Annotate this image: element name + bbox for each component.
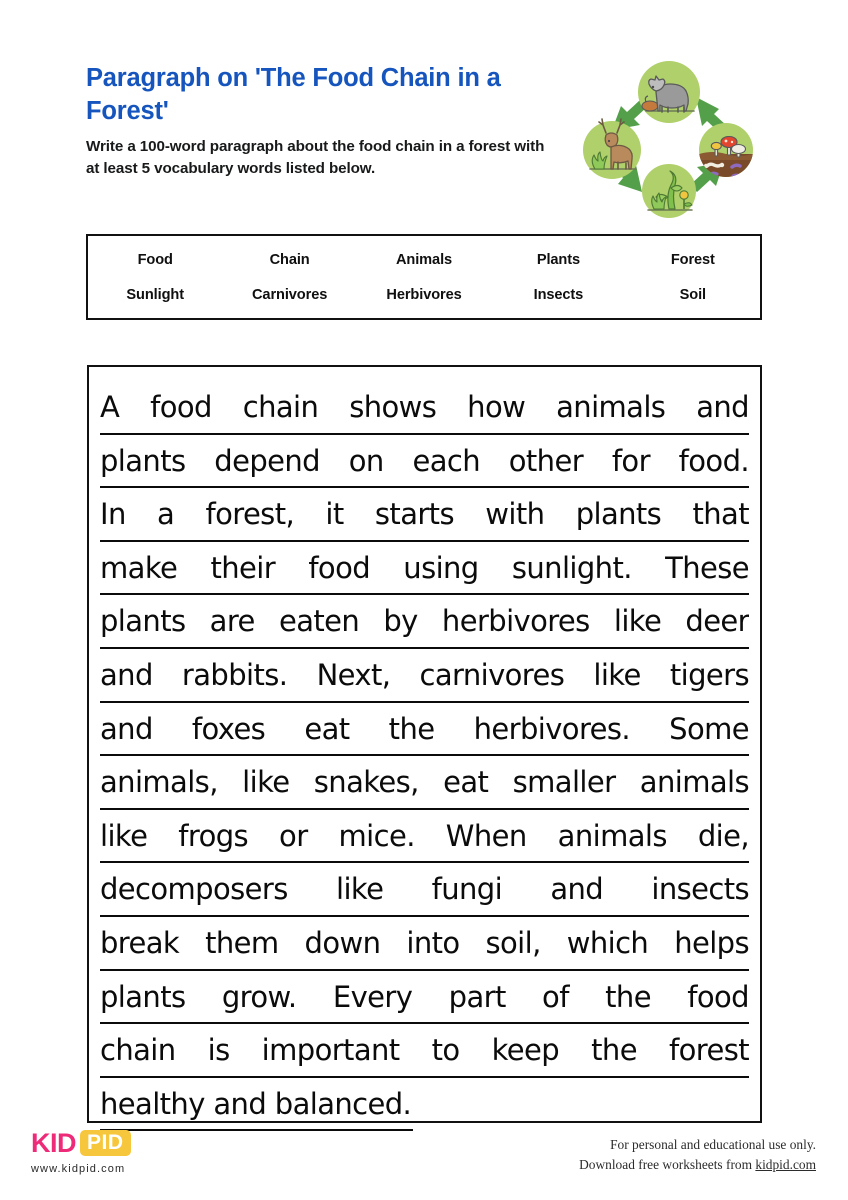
logo-pid-badge: PID — [80, 1130, 131, 1156]
footer-notice-line-1: For personal and educational use only. — [610, 1137, 816, 1152]
footer-notice-line-2 — [579, 1155, 816, 1175]
answer-line: animals, like snakes, eat smaller animals — [100, 756, 749, 810]
answer-line: decomposers like fungi and insects — [100, 863, 749, 917]
vocabulary-word: Forest — [670, 251, 715, 268]
answer-line: healthy and balanced. — [100, 1078, 413, 1132]
header-text-block — [86, 62, 561, 179]
answer-line: chain is important to keep the forest — [100, 1024, 749, 1078]
vocabulary-row-1 — [88, 252, 760, 268]
answer-line: In a forest, it starts with plants that — [100, 488, 749, 542]
vocabulary-word: Sunlight — [126, 286, 184, 303]
answer-line: and rabbits. Next, carnivores like tigers — [100, 649, 749, 703]
kidpid-logo — [31, 1128, 131, 1175]
kidpid-website-link[interactable]: kidpid.com — [755, 1156, 816, 1172]
worksheet-header — [86, 62, 762, 222]
page-footer — [0, 1128, 848, 1190]
answer-line: plants grow. Every part of the food — [100, 971, 749, 1025]
kidpid-wordmark — [31, 1128, 131, 1158]
herbivore-deer-node — [583, 119, 641, 179]
plants-producers-node — [642, 164, 696, 218]
footer-notice-prefix: Download free worksheets from — [579, 1156, 756, 1172]
footer-usage-notice — [579, 1135, 816, 1175]
answer-line: A food chain shows how animals and — [100, 381, 749, 435]
vocabulary-word: Herbivores — [386, 286, 462, 303]
vocabulary-word: Chain — [269, 251, 310, 268]
vocabulary-row-2 — [88, 287, 760, 303]
answer-line: like frogs or mice. When animals die, — [100, 810, 749, 864]
vocabulary-word: Plants — [536, 251, 581, 268]
vocabulary-word: Soil — [679, 286, 706, 303]
vocabulary-word-bank — [86, 234, 762, 320]
carnivore-wolf-node — [638, 61, 700, 123]
logo-website-url: www.kidpid.com — [31, 1163, 126, 1175]
paragraph-answer-area[interactable] — [87, 365, 762, 1123]
answer-line: make their food using sunlight. These — [100, 542, 749, 596]
vocabulary-word: Carnivores — [251, 286, 328, 303]
vocabulary-word: Insects — [533, 286, 584, 303]
answer-line: plants depend on each other for food. — [100, 435, 749, 489]
answer-line: plants are eaten by herbivores like deer — [100, 595, 749, 649]
answer-line: and foxes eat the herbivores. Some — [100, 703, 749, 757]
food-chain-cycle-illustration — [576, 57, 762, 225]
logo-kid-text: KID — [31, 1127, 76, 1158]
vocabulary-word: Food — [137, 251, 173, 268]
page-title: Paragraph on 'The Food Chain in a Forest' — [86, 64, 501, 125]
vocabulary-word: Animals — [395, 251, 453, 268]
instructions-text: Write a 100-word paragraph about the food chain in a forest with at least 5 vocabulary words listed below. — [86, 138, 545, 177]
answer-line: break them down into soil, which helps — [100, 917, 749, 971]
